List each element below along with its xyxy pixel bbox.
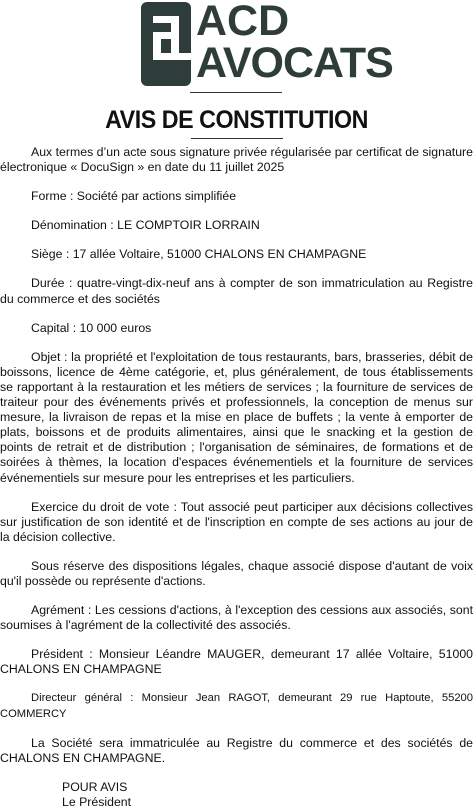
signature-president: Le Président (62, 794, 132, 809)
acd-logo-icon (141, 2, 191, 86)
notice-body (0, 145, 473, 810)
paragraph-agrement: Agrément : Les cessions d'actions, à l'exception des cessions aux associés, sont soumises à l'agrément de la collectivité des associés. (0, 603, 473, 633)
signature-pour-avis: POUR AVIS (62, 779, 128, 794)
paragraph-objet: Objet : la propriété et l'exploitation de tous restaurants, bars, brasseries, débit de boissons, licence de 4ème catégorie, et, plus généralement, de tous établissements se rapportant à la restauration et les métiers de services ; la fourniture de services de traiteur pour des événements privés et professionnels, la conception de menus sur mesure, la livraison de repas et la mise en place de buffets ; la vente à emporter de plats, boissons et de produits alimentaires, ainsi que le snacking et la gestion de points de retrait et de distribution ; l'organisation de séminaires, de formations et de soirées à thèmes, la location d'espaces événementiels et la fourniture de services événementiels sur mesure pour les entreprises et les particuliers. (0, 349, 473, 485)
header (0, 0, 473, 92)
title-rule-bottom (191, 138, 283, 139)
signature-block (0, 780, 473, 810)
paragraph-president: Président : Monsieur Léandre MAUGER, demeurant 17 allée Voltaire, 51000 CHALONS EN CHAMPAGNE (0, 647, 473, 677)
paragraph-denomination: Dénomination : LE COMPTOIR LORRAIN (31, 218, 260, 233)
paragraph-intro: Aux termes d’un acte sous signature privée régularisée par certificat de signature électronique « DocuSign » en date du 11 juillet 2025 (0, 145, 473, 175)
paragraph-capital: Capital : 10 000 euros (31, 320, 152, 335)
paragraph-directeur-general: Directeur général : Monsieur Jean RAGOT, demeurant 29 rue Haptoute, 55200 COMMERCY (0, 692, 473, 720)
paragraph-immatriculation: La Société sera immatriculée au Registre du commerce et des sociétés de CHALONS EN CHAMPAGNE. (0, 735, 473, 765)
logo-line-acd: ACD (196, 0, 290, 45)
paragraph-duree: Durée : quatre-vingt-dix-neuf ans à compter de son immatriculation au Registre du commerce et des sociétés (0, 276, 473, 306)
paragraph-voix: Sous réserve des dispositions légales, chaque associé dispose d'autant de voix qu'il possède ou représente d'actions. (0, 558, 473, 588)
paragraph-forme: Forme : Société par actions simplifiée (31, 189, 237, 204)
logo-wordmark (196, 1, 393, 85)
title-rule-top (190, 92, 282, 93)
page-title: AVIS DE CONSTITUTION (105, 106, 368, 134)
paragraph-droit-de-vote: Exercice du droit de vote : Tout associé peut participer aux décisions collectives sur justification de son identité et de l'inscription en compte de ses actions au jour de la décision collective. (0, 499, 473, 544)
logo-line-avocats: AVOCATS (196, 39, 393, 87)
paragraph-siege: Siège : 17 allée Voltaire, 51000 CHALONS EN CHAMPAGNE (31, 247, 367, 262)
